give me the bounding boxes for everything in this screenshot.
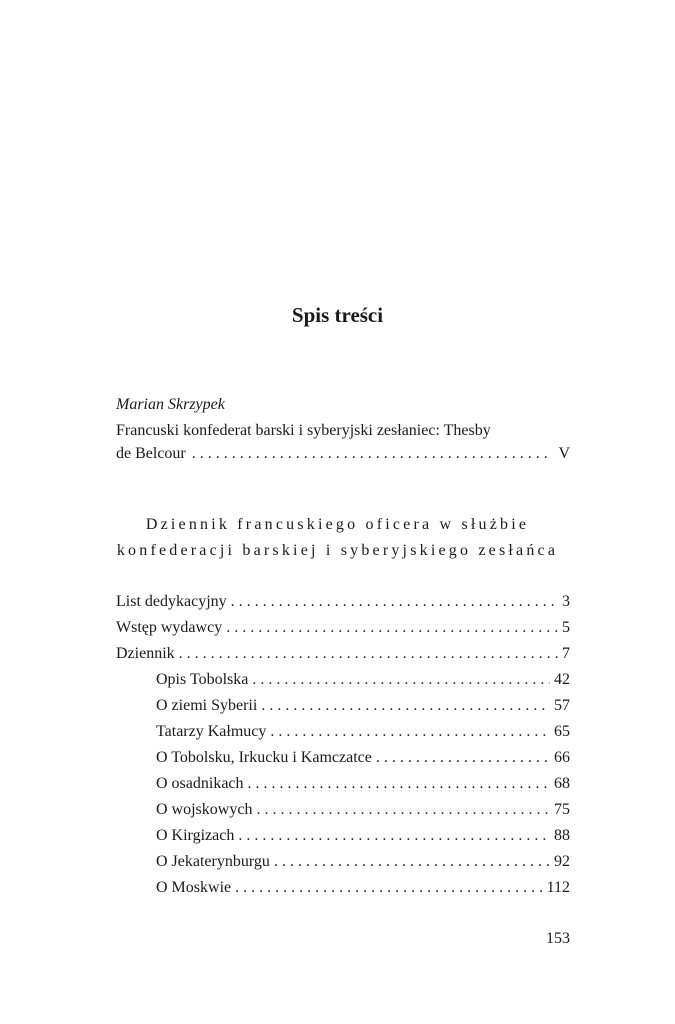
toc-subentry — [116, 719, 570, 745]
dot-leader — [231, 589, 558, 615]
toc-subentry — [116, 823, 570, 849]
section-heading-line2: konfederacji barskiej i syberyjskiego zesłańca — [116, 542, 559, 559]
dot-leader — [376, 745, 550, 771]
toc-entry-page: 66 — [554, 749, 570, 766]
dot-leader — [252, 667, 550, 693]
dot-leader — [192, 442, 553, 465]
intro-title-row — [116, 442, 570, 465]
toc-entry-label: List dedykacyjny — [116, 593, 227, 610]
toc-entry-page: 112 — [546, 879, 570, 896]
toc-entry-page: 75 — [554, 801, 570, 818]
toc-entry-label: Opis Tobolska — [156, 671, 249, 688]
page-title: Spis treści — [291, 303, 384, 327]
toc-subentry — [116, 797, 570, 823]
section-heading — [0, 512, 675, 564]
dot-leader — [238, 823, 550, 849]
dot-leader — [226, 615, 558, 641]
section-heading-line1: Dziennik francuskiego oficera w służbie — [145, 516, 530, 533]
toc-subentry — [116, 875, 570, 901]
toc-subentry — [116, 667, 570, 693]
intro-entry — [116, 393, 570, 465]
toc-entry-page: 68 — [554, 775, 570, 792]
toc-subentry — [116, 771, 570, 797]
intro-page-number: V — [558, 445, 570, 462]
toc-entry-label: O Jekaterynburgu — [156, 853, 270, 870]
toc-entry-page: 65 — [554, 723, 570, 740]
toc-entry-page: 92 — [554, 853, 570, 870]
toc-entry — [116, 641, 570, 667]
intro-title-line2: de Belcour — [116, 445, 186, 462]
toc-entry-page: 7 — [562, 645, 570, 662]
intro-author: Marian Skrzypek — [116, 396, 225, 413]
intro-title-line1: Francuski konfederat barski i syberyjski zesłaniec: Thesby — [116, 422, 491, 439]
toc-entry-label: Wstęp wydawcy — [116, 619, 223, 636]
toc-entry-label: O ziemi Syberii — [156, 697, 258, 714]
toc-entry-page: 5 — [562, 619, 570, 636]
toc-subentry — [116, 849, 570, 875]
toc-entry-page: 3 — [562, 593, 570, 610]
toc-list — [116, 589, 570, 901]
toc-entry-label: O wojskowych — [156, 801, 253, 818]
dot-leader — [261, 693, 550, 719]
toc-entry-label: O Moskwie — [156, 879, 232, 896]
toc-entry-label: O Kirgizach — [156, 827, 235, 844]
dot-leader — [179, 641, 558, 667]
toc-entry-label: Dziennik — [116, 645, 175, 662]
toc-entry-page: 57 — [554, 697, 570, 714]
toc-entry-label: Tatarzy Kałmucy — [156, 723, 267, 740]
dot-leader — [274, 849, 550, 875]
toc-entry-page: 88 — [554, 827, 570, 844]
toc-entry-label: O Tobolsku, Irkucku i Kamczatce — [156, 749, 372, 766]
toc-entry-label: O osadnikach — [156, 775, 244, 792]
dot-leader — [235, 875, 542, 901]
toc-entry — [116, 615, 570, 641]
toc-entry-page: 42 — [554, 671, 570, 688]
toc-entry — [116, 589, 570, 615]
dot-leader — [270, 719, 550, 745]
toc-subentry — [116, 745, 570, 771]
page-number: 153 — [546, 930, 570, 947]
toc-subentry — [116, 693, 570, 719]
dot-leader — [256, 797, 550, 823]
dot-leader — [248, 771, 550, 797]
